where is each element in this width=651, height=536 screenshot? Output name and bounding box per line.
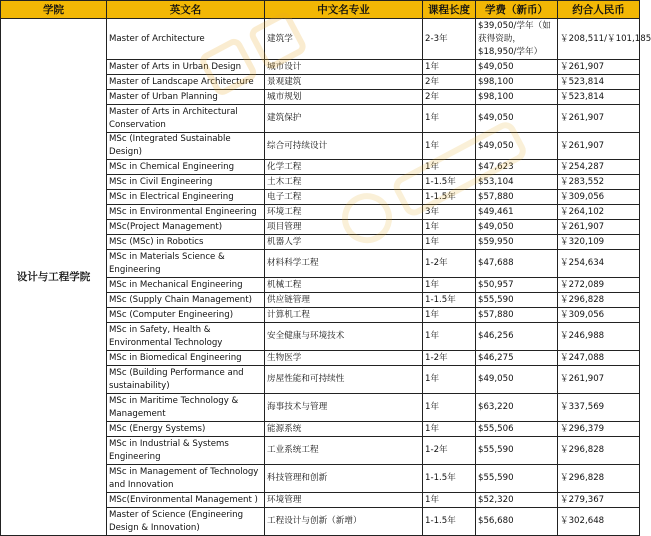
header-chinese-major: 中文名专业 (265, 1, 423, 19)
tuition-rmb-cell: ￥523,814 (558, 90, 640, 105)
header-tuition-rmb: 约合人民币 (558, 1, 640, 19)
english-name-cell: Master of Urban Planning (107, 90, 265, 105)
tuition-sgd-cell: $39,050/学年（如获得资助，$18,950/学年） (476, 19, 558, 60)
tuition-rmb-cell: ￥208,511/￥101,185 (558, 19, 640, 60)
tuition-sgd-cell: $56,680 (476, 508, 558, 536)
chinese-major-cell: 化学工程 (265, 160, 423, 175)
chinese-major-cell: 建筑学 (265, 19, 423, 60)
chinese-major-cell: 房屋性能和可持续性 (265, 366, 423, 394)
english-name-cell: MSc in Materials Science & Engineering (107, 250, 265, 278)
course-length-cell: 3年 (423, 205, 476, 220)
tuition-sgd-cell: $49,050 (476, 366, 558, 394)
course-length-cell: 1-1.5年 (423, 293, 476, 308)
chinese-major-cell: 城市设计 (265, 60, 423, 75)
tuition-sgd-cell: $49,461 (476, 205, 558, 220)
course-length-cell: 1-1.5年 (423, 508, 476, 536)
tuition-sgd-cell: $50,957 (476, 278, 558, 293)
english-name-cell: Master of Science (Engineering Design & Innovation) (107, 508, 265, 536)
tuition-rmb-cell: ￥309,056 (558, 190, 640, 205)
tuition-rmb-cell: ￥337,569 (558, 394, 640, 422)
course-length-cell: 1-2年 (423, 437, 476, 465)
english-name-cell: MSc (Integrated Sustainable Design) (107, 133, 265, 160)
course-length-cell: 1年 (423, 394, 476, 422)
chinese-major-cell: 材料科学工程 (265, 250, 423, 278)
table-row (1, 19, 640, 60)
tuition-rmb-cell: ￥261,907 (558, 105, 640, 133)
course-length-cell: 1年 (423, 160, 476, 175)
english-name-cell: MSc (Supply Chain Management) (107, 293, 265, 308)
course-length-cell: 1-2年 (423, 351, 476, 366)
tuition-rmb-cell: ￥309,056 (558, 308, 640, 323)
tuition-rmb-cell: ￥296,828 (558, 437, 640, 465)
course-length-cell: 1-1.5年 (423, 190, 476, 205)
chinese-major-cell: 工业系统工程 (265, 437, 423, 465)
chinese-major-cell: 机械工程 (265, 278, 423, 293)
chinese-major-cell: 建筑保护 (265, 105, 423, 133)
english-name-cell: MSc (Energy Systems) (107, 422, 265, 437)
english-name-cell: Master of Landscape Architecture (107, 75, 265, 90)
course-length-cell: 2年 (423, 90, 476, 105)
tuition-rmb-cell: ￥261,907 (558, 60, 640, 75)
tuition-sgd-cell: $55,590 (476, 437, 558, 465)
chinese-major-cell: 科技管理和创新 (265, 465, 423, 493)
english-name-cell: MSc(Environmental Management ) (107, 493, 265, 508)
chinese-major-cell: 海事技术与管理 (265, 394, 423, 422)
tuition-sgd-cell: $46,275 (476, 351, 558, 366)
course-length-cell: 1年 (423, 133, 476, 160)
tuition-rmb-cell: ￥296,828 (558, 465, 640, 493)
chinese-major-cell: 景观建筑 (265, 75, 423, 90)
chinese-major-cell: 机器人学 (265, 235, 423, 250)
course-length-cell: 1年 (423, 105, 476, 133)
header-course-length: 课程长度 (423, 1, 476, 19)
tuition-sgd-cell: $59,950 (476, 235, 558, 250)
english-name-cell: Master of Arts in Urban Design (107, 60, 265, 75)
tuition-rmb-cell: ￥261,907 (558, 220, 640, 235)
course-length-cell: 1年 (423, 323, 476, 351)
course-length-cell: 2-3年 (423, 19, 476, 60)
tuition-sgd-cell: $46,256 (476, 323, 558, 351)
tuition-rmb-cell: ￥523,814 (558, 75, 640, 90)
tuition-sgd-cell: $57,880 (476, 308, 558, 323)
english-name-cell: MSc (Computer Engineering) (107, 308, 265, 323)
chinese-major-cell: 电子工程 (265, 190, 423, 205)
tuition-rmb-cell: ￥254,287 (558, 160, 640, 175)
tuition-sgd-cell: $47,623 (476, 160, 558, 175)
header-row (1, 1, 640, 19)
english-name-cell: MSc in Mechanical Engineering (107, 278, 265, 293)
tuition-rmb-cell: ￥261,907 (558, 133, 640, 160)
tuition-rmb-cell: ￥272,089 (558, 278, 640, 293)
english-name-cell: MSc in Electrical Engineering (107, 190, 265, 205)
english-name-cell: MSc in Civil Engineering (107, 175, 265, 190)
tuition-sgd-cell: $53,104 (476, 175, 558, 190)
tuition-rmb-cell: ￥264,102 (558, 205, 640, 220)
tuition-sgd-cell: $49,050 (476, 105, 558, 133)
tuition-sgd-cell: $55,590 (476, 293, 558, 308)
chinese-major-cell: 土木工程 (265, 175, 423, 190)
chinese-major-cell: 能源系统 (265, 422, 423, 437)
tuition-rmb-cell: ￥254,634 (558, 250, 640, 278)
english-name-cell: MSc in Management of Technology and Innovation (107, 465, 265, 493)
header-tuition-sgd: 学费（新币） (476, 1, 558, 19)
tuition-rmb-cell: ￥320,109 (558, 235, 640, 250)
header-english-name: 英文名 (107, 1, 265, 19)
table-body (1, 19, 651, 536)
course-length-cell: 1年 (423, 278, 476, 293)
tuition-sgd-cell: $49,050 (476, 60, 558, 75)
tuition-sgd-cell: $49,050 (476, 133, 558, 160)
english-name-cell: MSc in Maritime Technology & Management (107, 394, 265, 422)
tuition-rmb-cell: ￥247,088 (558, 351, 640, 366)
course-length-cell: 1年 (423, 366, 476, 394)
tuition-sgd-cell: $57,880 (476, 190, 558, 205)
english-name-cell: Master of Architecture (107, 19, 265, 60)
course-length-cell: 1年 (423, 493, 476, 508)
english-name-cell: Master of Arts in Architectural Conservation (107, 105, 265, 133)
tuition-sgd-cell: $49,050 (476, 220, 558, 235)
chinese-major-cell: 环境工程 (265, 205, 423, 220)
english-name-cell: MSc (Building Performance and sustainability) (107, 366, 265, 394)
tuition-rmb-cell: ￥302,648 (558, 508, 640, 536)
tuition-rmb-cell: ￥296,828 (558, 293, 640, 308)
chinese-major-cell: 工程设计与创新（新增） (265, 508, 423, 536)
course-length-cell: 1年 (423, 422, 476, 437)
english-name-cell: MSc in Biomedical Engineering (107, 351, 265, 366)
tuition-sgd-cell: $52,320 (476, 493, 558, 508)
tuition-rmb-cell: ￥261,907 (558, 366, 640, 394)
english-name-cell: MSc(Project Management) (107, 220, 265, 235)
course-length-cell: 1-1.5年 (423, 465, 476, 493)
tuition-sgd-cell: $63,220 (476, 394, 558, 422)
course-length-cell: 1年 (423, 220, 476, 235)
tuition-sgd-cell: $98,100 (476, 75, 558, 90)
chinese-major-cell: 项目管理 (265, 220, 423, 235)
english-name-cell: MSc in Environmental Engineering (107, 205, 265, 220)
header-school: 学院 (1, 1, 107, 19)
english-name-cell: MSc (MSc) in Robotics (107, 235, 265, 250)
chinese-major-cell: 计算机工程 (265, 308, 423, 323)
course-length-cell: 1年 (423, 60, 476, 75)
tuition-sgd-cell: $55,506 (476, 422, 558, 437)
tuition-rmb-cell: ￥283,552 (558, 175, 640, 190)
chinese-major-cell: 环境管理 (265, 493, 423, 508)
chinese-major-cell: 供应链管理 (265, 293, 423, 308)
tuition-rmb-cell: ￥296,379 (558, 422, 640, 437)
course-length-cell: 2年 (423, 75, 476, 90)
chinese-major-cell: 生物医学 (265, 351, 423, 366)
course-length-cell: 1-1.5年 (423, 175, 476, 190)
english-name-cell: MSc in Safety, Health & Environmental Technology (107, 323, 265, 351)
tuition-rmb-cell: ￥279,367 (558, 493, 640, 508)
chinese-major-cell: 城市规划 (265, 90, 423, 105)
tuition-sgd-cell: $98,100 (476, 90, 558, 105)
course-length-cell: 1-2年 (423, 250, 476, 278)
english-name-cell: MSc in Industrial & Systems Engineering (107, 437, 265, 465)
chinese-major-cell: 安全健康与环境技术 (265, 323, 423, 351)
course-length-cell: 1年 (423, 235, 476, 250)
course-length-cell: 1年 (423, 308, 476, 323)
tuition-sgd-cell: $55,590 (476, 465, 558, 493)
chinese-major-cell: 综合可持续设计 (265, 133, 423, 160)
department-cell: 设计与工程学院 (1, 19, 107, 536)
tuition-sgd-cell: $47,688 (476, 250, 558, 278)
tuition-rmb-cell: ￥246,988 (558, 323, 640, 351)
english-name-cell: MSc in Chemical Engineering (107, 160, 265, 175)
